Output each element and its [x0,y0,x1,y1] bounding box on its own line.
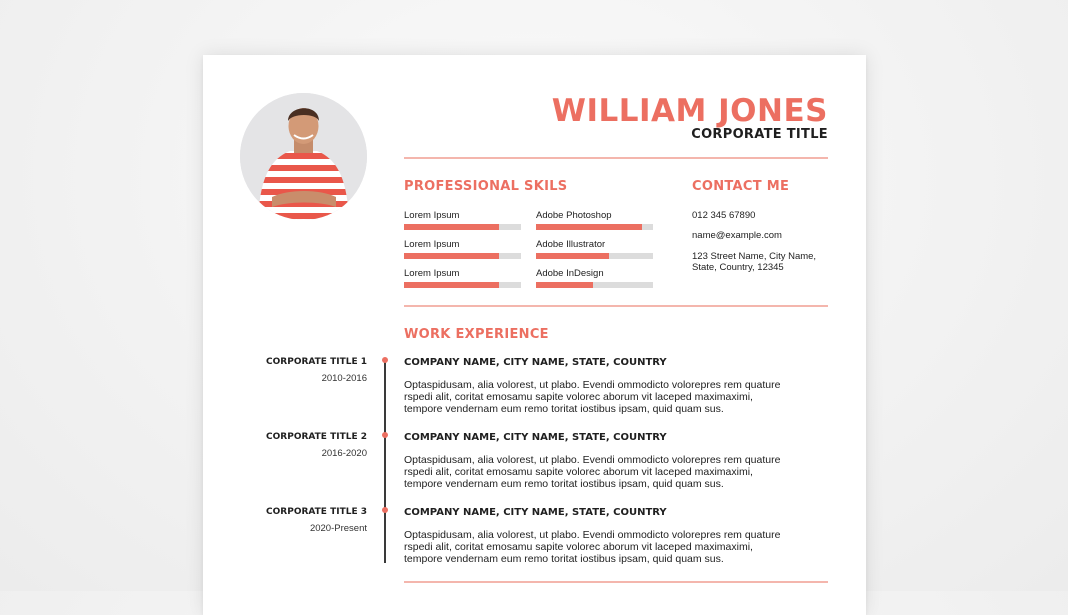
timeline-line [384,360,386,563]
job-title: CORPORATE TITLE 3 [266,507,367,517]
resume-corporate-title: CORPORATE TITLE [691,127,828,142]
skill-item [536,239,653,259]
skill-bar-fill [404,253,499,259]
skill-label: Adobe Photoshop [536,210,612,221]
job-years: 2016-2020 [321,448,367,459]
contact-address-line1: 123 Street Name, City Name, [692,251,817,262]
skill-bar [404,253,521,259]
skill-item [404,210,521,230]
contact-address-line2: State, Country, 12345 [692,262,784,273]
job-description [404,529,829,565]
description-line: Optaspidusam, alia volorest, ut plabo. Evendi ommodicto volorepres rem quature [404,454,781,466]
job-years: 2010-2016 [321,373,367,384]
skill-label: Lorem Ipsum [404,268,460,279]
description-line: rspedi alit, coritat emosamu sapite volorec aborum vit laceped maximaximi, [404,391,753,403]
description-line: tempore vendernam eum remo toritat iostibus ipsam, quid quam sus. [404,478,724,490]
skill-bar [404,282,521,288]
description-line: tempore vendernam eum remo toritat iostibus ipsam, quid quam sus. [404,403,724,415]
skill-bar-fill [536,282,593,288]
job-description [404,454,829,490]
divider [404,305,828,307]
skill-bar [536,282,653,288]
contact-heading: CONTACT ME [692,179,790,194]
work-heading: WORK EXPERIENCE [404,327,549,342]
timeline-dot [382,432,388,438]
skill-item [536,210,653,230]
skills-heading: PROFESSIONAL SKILS [404,179,568,194]
skill-item [404,268,521,288]
skill-bar-fill [536,253,609,259]
skill-bar-fill [404,282,499,288]
skill-label: Adobe Illustrator [536,239,606,250]
company-line: COMPANY NAME, CITY NAME, STATE, COUNTRY [404,357,667,368]
skill-bar-fill [404,224,499,230]
skill-label: Adobe InDesign [536,268,604,279]
description-line: rspedi alit, coritat emosamu sapite volorec aborum vit laceped maximaximi, [404,541,753,553]
job-years: 2020-Present [309,523,367,534]
divider [404,157,828,159]
description-line: rspedi alit, coritat emosamu sapite volorec aborum vit laceped maximaximi, [404,466,753,478]
job-title: CORPORATE TITLE 1 [266,357,367,367]
skill-label: Lorem Ipsum [404,210,460,221]
description-line: tempore vendernam eum remo toritat iostibus ipsam, quid quam sus. [404,553,724,565]
job-title: CORPORATE TITLE 2 [266,432,367,442]
timeline-dot [382,507,388,513]
skill-bar [404,224,521,230]
divider [404,581,828,583]
skill-item [404,239,521,259]
contact-phone: 012 345 67890 [692,210,756,221]
resume-name: WILLIAM JONES [551,93,828,129]
contact-email: name@example.com [692,230,782,241]
description-line: Optaspidusam, alia volorest, ut plabo. Evendi ommodicto volorepres rem quature [404,379,781,391]
job-description [404,379,829,415]
company-line: COMPANY NAME, CITY NAME, STATE, COUNTRY [404,432,667,443]
resume-page [203,55,866,615]
profile-photo [240,93,367,220]
company-line: COMPANY NAME, CITY NAME, STATE, COUNTRY [404,507,667,518]
timeline-dot [382,357,388,363]
skill-bar [536,224,653,230]
skill-bar-fill [536,224,642,230]
skill-bar [536,253,653,259]
skill-label: Lorem Ipsum [404,239,460,250]
description-line: Optaspidusam, alia volorest, ut plabo. Evendi ommodicto volorepres rem quature [404,529,781,541]
skill-item [536,268,653,288]
